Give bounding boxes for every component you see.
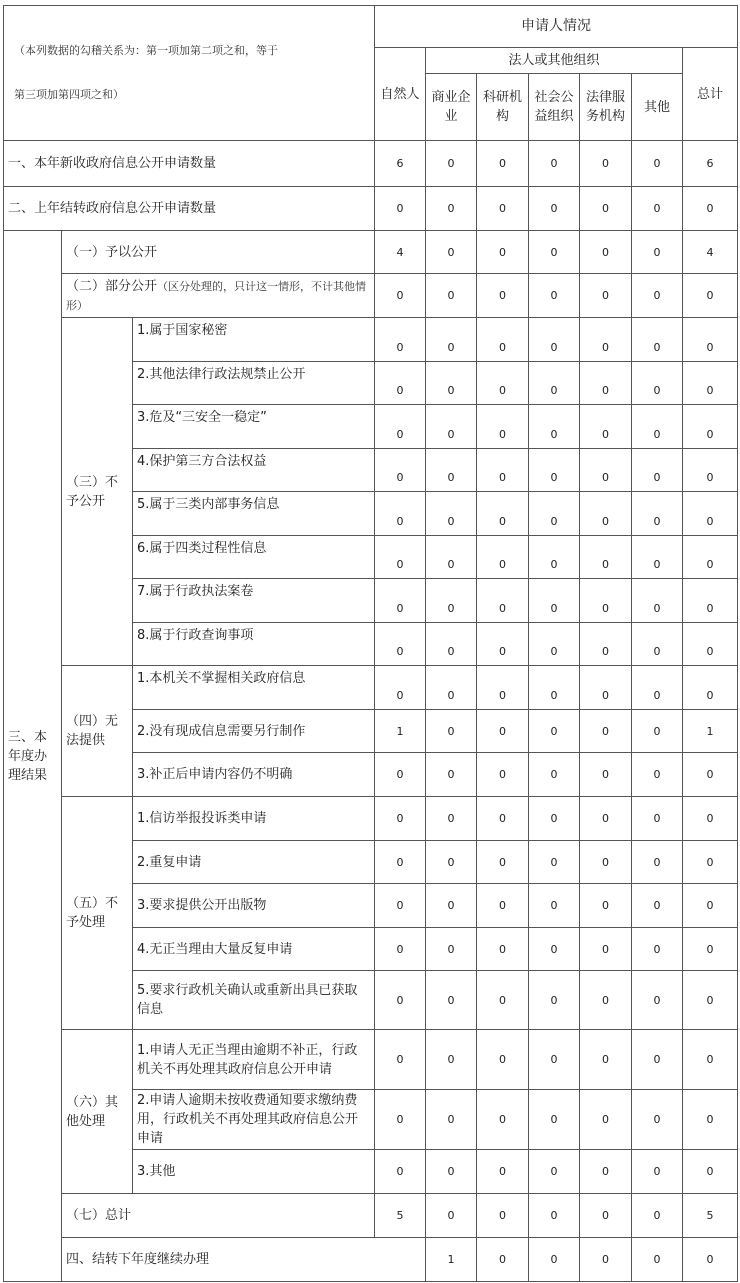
row-label: 2.申请人逾期未按收费通知要求缴纳费用，行政机关不再处理其政府信息公开申请: [133, 1090, 375, 1150]
cell-value: 0: [683, 1090, 738, 1150]
section-3-label: 三、本年度办理结果: [4, 231, 62, 1282]
cell-value: 0: [477, 492, 529, 536]
cell-value: 0: [580, 797, 632, 841]
cell-value: 0: [683, 753, 738, 797]
cell-value: 0: [683, 274, 738, 318]
table-row: [4, 1238, 738, 1282]
cell-value: 0: [580, 231, 632, 274]
cell-value: 0: [477, 1090, 529, 1150]
cell-value: 0: [683, 1150, 738, 1194]
cell-value: 0: [632, 274, 683, 318]
cell-value: 0: [477, 1030, 529, 1090]
row-label: 1.本机关不掌握相关政府信息: [133, 666, 375, 710]
cell-value: 0: [683, 492, 738, 536]
cell-value: 0: [580, 362, 632, 405]
cell-value: 0: [632, 753, 683, 797]
cell-value: 0: [477, 666, 529, 710]
cell-value: 0: [632, 492, 683, 536]
cell-value: 0: [529, 318, 580, 362]
cell-value: 0: [477, 405, 529, 449]
row-label: 2.重复申请: [133, 841, 375, 884]
row-label: 7.属于行政执法案卷: [133, 579, 375, 623]
table-row: [4, 274, 738, 318]
cell-value: 0: [426, 405, 477, 449]
cell-value: 0: [426, 318, 477, 362]
cell-value: 0: [375, 449, 426, 492]
cell-value: 0: [477, 449, 529, 492]
row-label: 二、上年结转政府信息公开申请数量: [4, 187, 375, 231]
cell-value: 0: [426, 449, 477, 492]
cell-value: 0: [580, 579, 632, 623]
cell-value: 0: [632, 1150, 683, 1194]
cell-value: 0: [529, 492, 580, 536]
cell-value: 0: [632, 666, 683, 710]
cell-value: 0: [375, 536, 426, 579]
cell-value: 0: [683, 187, 738, 231]
cell-value: 0: [580, 666, 632, 710]
table-row: [4, 797, 738, 841]
cell-value: 0: [529, 971, 580, 1030]
table-row: [4, 318, 738, 362]
cell-value: 0: [375, 971, 426, 1030]
cell-value: 0: [477, 141, 529, 187]
cell-value: 0: [683, 362, 738, 405]
cell-value: 0: [529, 710, 580, 753]
disclosure-statistics-table: [3, 5, 738, 1282]
cell-value: 0: [529, 405, 580, 449]
cell-value: 0: [529, 928, 580, 971]
row-label: 4.无正当理由大量反复申请: [133, 928, 375, 971]
cell-value: 0: [529, 884, 580, 928]
row-label: （七）总计: [62, 1194, 375, 1238]
cell-value: 0: [580, 536, 632, 579]
row-label: 8.属于行政查询事项: [133, 623, 375, 666]
cell-value: 0: [375, 666, 426, 710]
cell-value: 0: [580, 449, 632, 492]
cell-value: 0: [375, 1030, 426, 1090]
cell-value: 0: [529, 1150, 580, 1194]
legal-service-header: 法律服务机构: [580, 74, 632, 141]
cell-value: 0: [375, 884, 426, 928]
cell-value: 0: [632, 971, 683, 1030]
cell-value: 0: [580, 405, 632, 449]
cell-value: 0: [426, 579, 477, 623]
other-header: 其他: [632, 74, 683, 141]
cell-value: 0: [477, 274, 529, 318]
table-row: [4, 1194, 738, 1238]
cell-value: 0: [580, 841, 632, 884]
cell-value: 0: [580, 274, 632, 318]
row-note: （区分处理的，只计这一情形，不计其他情形）: [66, 279, 367, 312]
cell-value: 0: [426, 187, 477, 231]
cell-value: 0: [580, 1238, 632, 1282]
cell-value: 0: [632, 928, 683, 971]
cell-value: 0: [529, 579, 580, 623]
cell-value: 0: [477, 710, 529, 753]
cell-value: 0: [426, 362, 477, 405]
row-label: 5.要求行政机关确认或重新出具已获取信息: [133, 971, 375, 1030]
cell-value: 0: [477, 623, 529, 666]
cell-value: 0: [477, 579, 529, 623]
cell-value: 0: [683, 928, 738, 971]
cell-value: 5: [375, 1194, 426, 1238]
cell-value: 0: [632, 405, 683, 449]
cell-value: 0: [375, 753, 426, 797]
cell-value: 0: [683, 884, 738, 928]
table-row: [4, 1030, 738, 1090]
cell-value: 0: [426, 753, 477, 797]
row-label: 3.补正后申请内容仍不明确: [133, 753, 375, 797]
cell-value: 0: [632, 362, 683, 405]
cell-value: 0: [632, 536, 683, 579]
cell-value: 0: [632, 1090, 683, 1150]
cell-value: 0: [632, 141, 683, 187]
cell-value: 0: [529, 623, 580, 666]
cell-value: 0: [477, 971, 529, 1030]
cell-value: 0: [477, 928, 529, 971]
cell-value: 0: [477, 318, 529, 362]
cell-value: 0: [580, 884, 632, 928]
row-label: 3.要求提供公开出版物: [133, 884, 375, 928]
group-label: （四）无法提供: [62, 666, 133, 797]
cell-value: 0: [426, 1090, 477, 1150]
cell-value: 0: [529, 362, 580, 405]
cell-value: 0: [632, 1238, 683, 1282]
group-label: （五）不予处理: [62, 797, 133, 1030]
cell-value: 0: [426, 971, 477, 1030]
cell-value: 0: [580, 971, 632, 1030]
cell-value: 0: [477, 841, 529, 884]
row-label: 四、结转下年度继续办理: [62, 1238, 426, 1282]
cell-value: 0: [580, 1194, 632, 1238]
cell-value: 4: [375, 231, 426, 274]
cell-value: 0: [529, 187, 580, 231]
cell-value: 0: [426, 928, 477, 971]
cell-value: 0: [683, 1030, 738, 1090]
total-header: 总计: [683, 48, 738, 141]
cell-value: 0: [632, 449, 683, 492]
cell-value: 0: [529, 274, 580, 318]
table-row: [4, 141, 738, 187]
cell-value: 1: [683, 710, 738, 753]
cell-value: 0: [632, 710, 683, 753]
row-label: 1.信访举报投诉类申请: [133, 797, 375, 841]
cell-value: 0: [375, 623, 426, 666]
cell-value: 0: [683, 841, 738, 884]
cell-value: 5: [683, 1194, 738, 1238]
cell-value: 0: [375, 1090, 426, 1150]
row-label: 一、本年新收政府信息公开申请数量: [4, 141, 375, 187]
cell-value: 0: [683, 666, 738, 710]
cell-value: 0: [477, 1238, 529, 1282]
cell-value: 0: [426, 623, 477, 666]
table-row: [4, 231, 738, 274]
table-row: [4, 666, 738, 710]
cell-value: 1: [375, 710, 426, 753]
cell-value: 0: [477, 753, 529, 797]
cell-value: 0: [426, 1150, 477, 1194]
cell-value: 0: [375, 187, 426, 231]
table-row: [4, 187, 738, 231]
row-label: （二）部分公开（区分处理的，只计这一情形，不计其他情形）: [62, 274, 375, 318]
row-label: 1.属于国家秘密: [133, 318, 375, 362]
cell-value: 0: [632, 318, 683, 362]
cell-value: 0: [375, 274, 426, 318]
cell-value: 0: [683, 623, 738, 666]
cell-value: 0: [426, 231, 477, 274]
cell-value: 0: [580, 623, 632, 666]
cell-value: 4: [683, 231, 738, 274]
cell-value: 0: [580, 710, 632, 753]
row-label: （一）予以公开: [62, 231, 375, 274]
legal-org-header: 法人或其他组织: [426, 48, 683, 74]
cell-value: 0: [426, 710, 477, 753]
group-label: （三）不予公开: [62, 318, 133, 666]
cell-value: 0: [529, 797, 580, 841]
cell-value: 0: [529, 449, 580, 492]
cell-value: 6: [683, 141, 738, 187]
cell-value: 1: [426, 1238, 477, 1282]
group-label: （六）其他处理: [62, 1030, 133, 1194]
cell-value: 0: [426, 536, 477, 579]
cell-value: 0: [632, 187, 683, 231]
cell-value: 0: [580, 318, 632, 362]
cell-value: 0: [529, 536, 580, 579]
cell-value: 0: [529, 141, 580, 187]
cell-value: 0: [632, 884, 683, 928]
cell-value: 0: [375, 841, 426, 884]
row-label: 6.属于四类过程性信息: [133, 536, 375, 579]
cell-value: 0: [683, 1238, 738, 1282]
cell-value: 0: [580, 492, 632, 536]
cell-value: 0: [477, 884, 529, 928]
cell-value: 0: [375, 492, 426, 536]
cell-value: 0: [632, 797, 683, 841]
cell-value: 0: [632, 623, 683, 666]
cell-value: 0: [477, 1194, 529, 1238]
row-label: 1.申请人无正当理由逾期不补正，行政机关不再处理其政府信息公开申请: [133, 1030, 375, 1090]
cell-value: 0: [580, 141, 632, 187]
cell-value: 0: [632, 1030, 683, 1090]
row-label: 3.其他: [133, 1150, 375, 1194]
cell-value: 0: [529, 1238, 580, 1282]
cell-value: 0: [683, 971, 738, 1030]
cell-value: 0: [632, 841, 683, 884]
cell-value: 0: [683, 449, 738, 492]
commercial-header: 商业企业: [426, 74, 477, 141]
cell-value: 0: [529, 1030, 580, 1090]
cell-value: 6: [375, 141, 426, 187]
cell-value: 0: [683, 318, 738, 362]
cell-value: 0: [529, 753, 580, 797]
research-header: 科研机构: [477, 74, 529, 141]
cell-value: 0: [375, 797, 426, 841]
cell-value: 0: [477, 536, 529, 579]
cell-value: 0: [477, 231, 529, 274]
cell-value: 0: [375, 362, 426, 405]
cell-value: 0: [580, 753, 632, 797]
cell-value: 0: [683, 536, 738, 579]
row-label: 2.没有现成信息需要另行制作: [133, 710, 375, 753]
cell-value: 0: [683, 405, 738, 449]
cell-value: 0: [426, 841, 477, 884]
cell-value: 0: [426, 141, 477, 187]
cell-value: 0: [426, 492, 477, 536]
cell-value: 0: [477, 362, 529, 405]
cell-value: 0: [683, 579, 738, 623]
cell-value: 0: [529, 841, 580, 884]
cell-value: 0: [580, 1150, 632, 1194]
cell-value: 0: [580, 187, 632, 231]
cell-value: 0: [426, 797, 477, 841]
cell-value: 0: [580, 928, 632, 971]
cell-value: 0: [375, 405, 426, 449]
cell-value: 0: [375, 1150, 426, 1194]
cell-value: 0: [375, 928, 426, 971]
cell-value: 0: [580, 1030, 632, 1090]
cell-value: 0: [529, 1194, 580, 1238]
cell-value: 0: [426, 884, 477, 928]
cell-value: 0: [529, 231, 580, 274]
cell-value: 0: [580, 1090, 632, 1150]
natural-person-header: 自然人: [375, 48, 426, 141]
cell-value: 0: [426, 1030, 477, 1090]
cell-value: 0: [529, 666, 580, 710]
row-label: 2.其他法律行政法规禁止公开: [133, 362, 375, 405]
reconciliation-note: （本列数据的勾稽关系为：第一项加第二项之和，等于 第三项加第四项之和）: [4, 6, 375, 141]
cell-value: 0: [375, 579, 426, 623]
row-label: 3.危及“三安全一稳定”: [133, 405, 375, 449]
row-label: 4.保护第三方合法权益: [133, 449, 375, 492]
cell-value: 0: [426, 274, 477, 318]
applicant-header: 申请人情况: [375, 6, 738, 48]
cell-value: 0: [375, 318, 426, 362]
cell-value: 0: [477, 187, 529, 231]
social-header: 社会公益组织: [529, 74, 580, 141]
row-label: 5.属于三类内部事务信息: [133, 492, 375, 536]
cell-value: 0: [477, 797, 529, 841]
cell-value: 0: [632, 579, 683, 623]
cell-value: 0: [632, 231, 683, 274]
cell-value: 0: [477, 1150, 529, 1194]
cell-value: 0: [529, 1090, 580, 1150]
cell-value: 0: [426, 666, 477, 710]
cell-value: 0: [426, 1194, 477, 1238]
cell-value: 0: [632, 1194, 683, 1238]
cell-value: 0: [683, 797, 738, 841]
